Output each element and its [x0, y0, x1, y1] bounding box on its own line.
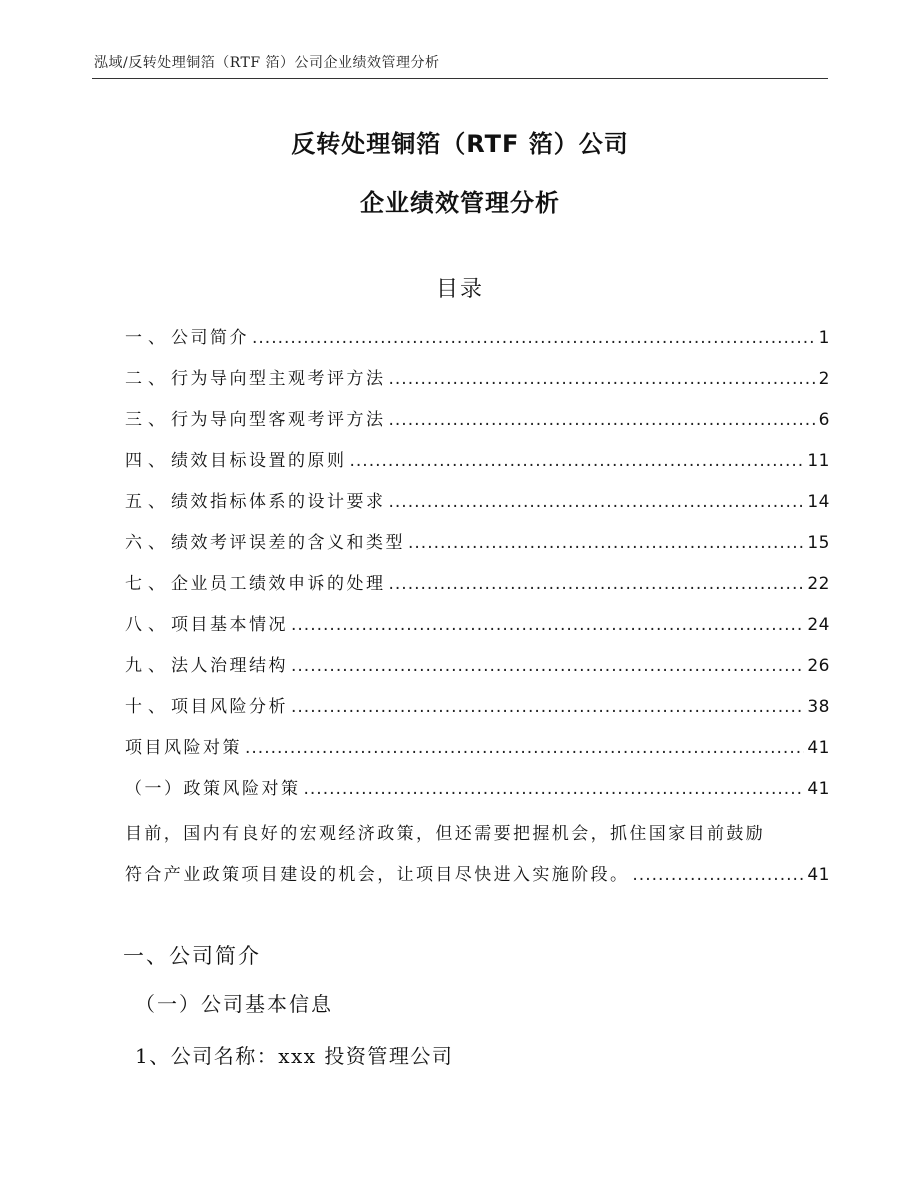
toc-entry-10[interactable] [125, 693, 830, 734]
toc-entry-13[interactable] [125, 814, 830, 896]
toc-entry-7[interactable] [125, 570, 830, 611]
toc-entry-label: 项目基本情况 [171, 615, 288, 635]
toc-leader-dots [389, 488, 805, 516]
toc-leader-dots [389, 570, 805, 598]
toc-entry-page: 15 [807, 533, 830, 553]
toc-entry-number: 二、 [125, 369, 171, 389]
toc-entry-label: 行为导向型主观考评方法 [171, 369, 386, 389]
toc-entry-11[interactable] [125, 734, 830, 775]
toc-entry-page: 22 [807, 574, 830, 594]
toc-entry-page: 24 [807, 615, 830, 635]
toc-entry-page: 2 [818, 369, 830, 389]
toc-leader-dots [632, 855, 804, 896]
toc-entry-label: 绩效目标设置的原则 [171, 451, 347, 471]
toc-entry-5[interactable] [125, 488, 830, 529]
toc-leader-dots [389, 365, 816, 393]
toc-leader-dots [291, 652, 804, 680]
toc-entry-label: 行为导向型客观考评方法 [171, 410, 386, 430]
toc-entry-number: 三、 [125, 410, 171, 430]
toc-leader-dots [291, 693, 804, 721]
toc-entry-page: 6 [818, 410, 830, 430]
section-heading: 一、公司简介 [123, 944, 261, 968]
toc-entry-page: 1 [818, 328, 830, 348]
toc-entry-label: 项目风险分析 [171, 697, 288, 717]
header-divider [92, 78, 828, 79]
toc-entry-page: 38 [807, 697, 830, 717]
toc-entry-number: 九、 [125, 656, 171, 676]
toc-entry-page: 26 [807, 656, 830, 676]
toc-heading: 目录 [435, 277, 484, 302]
toc-entry-page: 41 [807, 865, 830, 885]
toc-entry-number: 八、 [125, 615, 171, 635]
toc-leader-dots [245, 734, 804, 762]
toc-entry-line-2 [125, 855, 830, 896]
document-title-line-2: 企业绩效管理分析 [360, 189, 560, 217]
toc-leader-dots [291, 611, 804, 639]
toc-entry-number: 一、 [125, 328, 171, 348]
toc-entry-label: （一）政策风险对策 [125, 779, 301, 799]
toc-entry-label: 绩效考评误差的含义和类型 [171, 533, 405, 553]
document-title-line-1: 反转处理铜箔（RTF 箔）公司 [291, 130, 629, 158]
toc-entry-number: 五、 [125, 492, 171, 512]
table-of-contents [125, 324, 830, 896]
toc-entry-4[interactable] [125, 447, 830, 488]
toc-entry-label: 绩效指标体系的设计要求 [171, 492, 386, 512]
company-name-item: 1、公司名称：xxx 投资管理公司 [135, 1044, 454, 1068]
toc-leader-dots [252, 324, 816, 352]
toc-entry-12[interactable] [125, 775, 830, 816]
toc-entry-9[interactable] [125, 652, 830, 693]
toc-entry-page: 11 [807, 451, 830, 471]
toc-entry-number: 七、 [125, 574, 171, 594]
toc-entry-label-line-1: 目前，国内有良好的宏观经济政策，但还需要把握机会，抓住国家目前鼓励 [125, 824, 766, 844]
toc-entry-8[interactable] [125, 611, 830, 652]
toc-entry-page: 41 [807, 779, 830, 799]
toc-entry-number: 四、 [125, 451, 171, 471]
subsection-heading: （一）公司基本信息 [135, 992, 333, 1016]
toc-entry-label-line-2: 符合产业政策项目建设的机会，让项目尽快进入实施阶段。 [125, 865, 630, 885]
toc-entry-label: 法人治理结构 [171, 656, 288, 676]
toc-leader-dots [389, 406, 816, 434]
toc-entry-label: 公司简介 [171, 328, 249, 348]
toc-entry-6[interactable] [125, 529, 830, 570]
toc-leader-dots [408, 529, 804, 557]
toc-entry-page: 41 [807, 738, 830, 758]
toc-entry-label: 企业员工绩效申诉的处理 [171, 574, 386, 594]
toc-leader-dots [304, 775, 805, 803]
running-header: 泓域/反转处理铜箔（RTF 箔）公司企业绩效管理分析 [94, 55, 440, 71]
toc-entry-number: 六、 [125, 533, 171, 553]
toc-entry-number: 十、 [125, 697, 171, 717]
toc-entry-label: 项目风险对策 [125, 738, 242, 758]
toc-entry-page: 14 [807, 492, 830, 512]
toc-entry-1[interactable] [125, 324, 830, 365]
toc-entry-2[interactable] [125, 365, 830, 406]
toc-leader-dots [350, 447, 805, 475]
toc-entry-3[interactable] [125, 406, 830, 447]
